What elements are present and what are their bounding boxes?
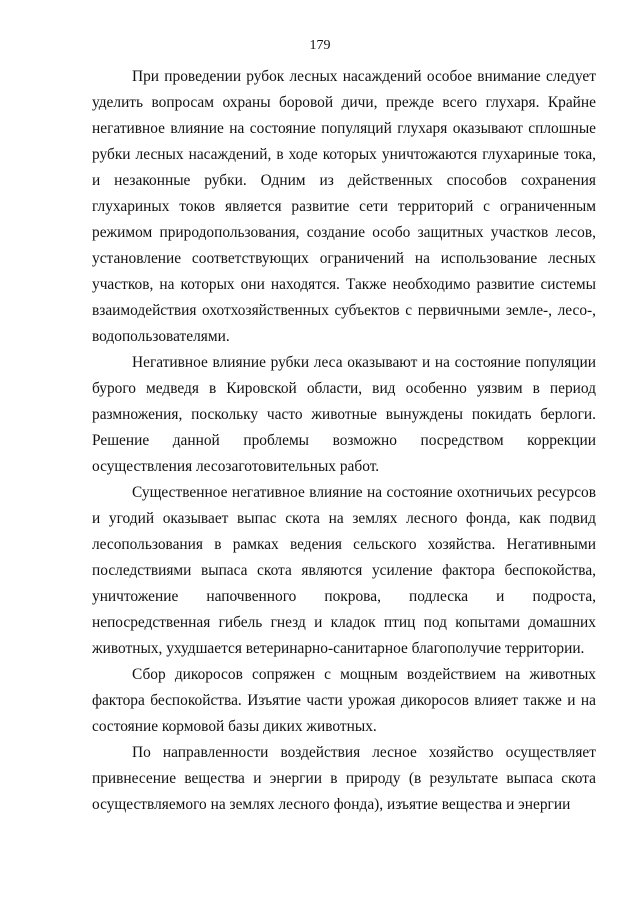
paragraph-forestry-impact: По направленности воздействия лесное хозяйство осуществляет привнесение вещества и энергии в природу (в результате выпаса скота осуществляемого на землях лесного фонда), изъятие вещества и энергии [92,744,596,813]
paragraph-wild-plants-gathering: Сбор дикоросов сопряжен с мощным воздействием на животных фактора беспокойства. Изъятие части урожая дикоросов влияет также и на состояние кормовой базы диких животных. [92,666,596,735]
paragraph-brown-bear: Негативное влияние рубки леса оказывают и на состояние популяции бурого медведя в Кировской области, вид особенно уязвим в период размножения, поскольку часто животные вынуждены покидать берлоги. Решение данной проблемы возможно посредством коррекции осуществления лесозаготовительных работ. [92,354,596,475]
paragraph-capercaillie-protection: При проведении рубок лесных насаждений особое внимание следует уделить вопросам охраны боровой дичи, прежде всего глухаря. Крайне негативное влияние на состояние популяций глухаря оказывают сплошные рубки лесных насаждений, в ходе которых уничтожаются глухариные тока, и незаконные рубки. Одним из действенных способов сохранения глухариных токов является развитие сети территорий с ограниченным режимом природопользования, создание особо защитных участков лесов, установление соответствующих ограничений на использование лесных участков, на которых они находятся. Также необходимо развитие системы взаимодействия охотхозяйственных субъектов с первичными земле-, лесо-, водопользователями. [92,68,596,345]
document-body [92,64,596,818]
page-number: 179 [309,38,331,53]
paragraph-livestock-grazing: Существенное негативное влияние на состояние охотничьих ресурсов и угодий оказывает выпас скота на землях лесного фонда, как подвид лесопользования в рамках ведения сельского хозяйства. Негативными последствиями выпаса скота являются усиление фактора беспокойства, уничтожение напочвенного покрова, подлеска и подроста, непосредственная гибель гнезд и кладок птиц под копытами домашних животных, ухудшается ветеринарно-санитарное благополучие территории. [92,484,596,657]
